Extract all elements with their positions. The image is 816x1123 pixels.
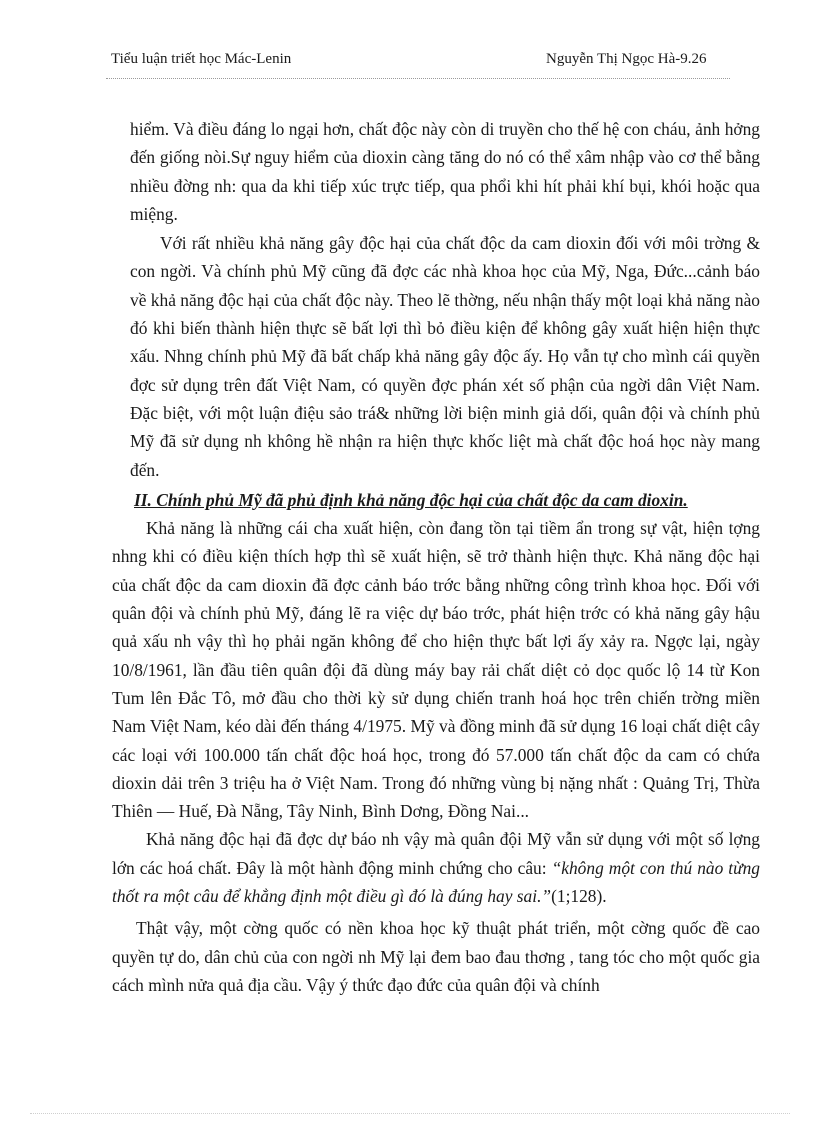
paragraph-5: Thật vậy, một cờng quốc có nền khoa học kỹ thuật phát triển, một cờng quốc đề cao quyền tự do, dân chủ của con ngời nh Mỹ lại đem bao đau thơng , tang tóc cho một quốc gia cách mình nửa quả địa cầu. Vậy ý thức đạo đức của quân đội và chính [112,918,760,995]
header-divider [106,78,730,79]
paragraph-1: hiểm. Và điều đáng lo ngại hơn, chất độc này còn di truyền cho thế hệ con cháu, ảnh hởng đến giống nòi.Sự nguy hiểm của dioxin càng tăng do nó có thể xâm nhập vào cơ thể bằng nhiều đờng nh: qua da khi tiếp xúc trực tiếp, qua phổi khi hít phải khí bụi, khói hoặc qua miệng. [130,119,760,224]
paragraph-4-text: Khả năng độc hại đã đợc dự báo nh vậy mà quân đội Mỹ vẫn sử dụng với một số lợng lớn các hoá chất. Đây là một hành động minh chứng cho câu: [112,829,760,878]
paragraph-3: Khả năng là những cái cha xuất hiện, còn đang tồn tại tiềm ẩn trong sự vật, hiện tợng nhng khi có điều kiện thích hợp thì sẽ xuất hiện, sẽ trở thành hiện thực. Khả năng độc hại của chất độc da cam dioxin đã đợc cảnh báo trớc bằng những công trình khoa học. Đối với quân đội và chính phủ Mỹ, đáng lẽ ra việc dự báo trớc, phát hiện trớc có khả năng gây hậu quả xấu nh vậy thì họ phải ngăn không để cho hiện thực bất lợi ấy xảy ra. Ngợc lại, ngày 10/8/1961, lần đầu tiên quân đội đã dùng máy bay rải chất diệt cỏ dọc quốc lộ 14 từ Kon Tum lên Đắc Tô, mở đầu cho thời kỳ sử dụng chiến tranh hoá học trên chiến trờng miền Nam Việt Nam, kéo dài đến tháng 4/1975. Mỹ và đồng minh đã sử dụng 16 loại chất diệt cây các loại với 100.000 tấn chất độc hoá học, trong đó 57.000 tấn chất độc da cam có chứa dioxin dải trên 3 triệu ha ở Việt Nam. Trong đó những vùng bị nặng nhất : Quảng Trị, Thừa Thiên — Huế, Đà Nẵng, Tây Ninh, Bình Dơng, Đồng Nai... [112,518,760,822]
paragraph-4-quote: “không một con thú nào từng thốt ra một câu để khẳng định một điều gì đó là đúng hay sai.” [112,857,761,907]
document-body [112,115,760,999]
section-heading: II. Chính phủ Mỹ đã phủ định khả năng độc hại của chất độc da cam dioxin. [134,489,688,510]
paragraph-4 [112,825,760,910]
paragraph-4-citation: (1;128). [551,886,607,907]
header-course-title: Tiểu luận triết học Mác-Lenin [111,51,292,67]
paragraph-2: Với rất nhiều khả năng gây độc hại của chất độc da cam dioxin đối với môi trờng & con ngời. Và chính phủ Mỹ cũng đã đợc các nhà khoa học của Mỹ, Nga, Đức...cảnh báo về khả năng độc hại của chất độc này. Theo lẽ thờng, nếu nhận thấy một loại khả năng nào đó khi biến thành hiện thực sẽ bất lợi thì bỏ điều kiện để không gây xuất hiện hiện thực xấu. Nhng chính phủ Mỹ đã bất chấp khả năng gây độc ấy. Họ vẫn tự cho mình cái quyền đợc sử dụng trên đất Việt Nam, có quyền đợc phán xét số phận của ngời dân Việt Nam. Đặc biệt, với một luận điệu sảo trá& những lời biện minh giả dối, quân đội và chính phủ Mỹ đã sử dụng nh không hề nhận ra hiện thực khốc liệt mà chất độc hoá học này mang đến. [130,233,760,480]
footer-divider [30,1113,790,1114]
header-author: Nguyễn Thị Ngọc Hà-9.26 [546,51,707,67]
